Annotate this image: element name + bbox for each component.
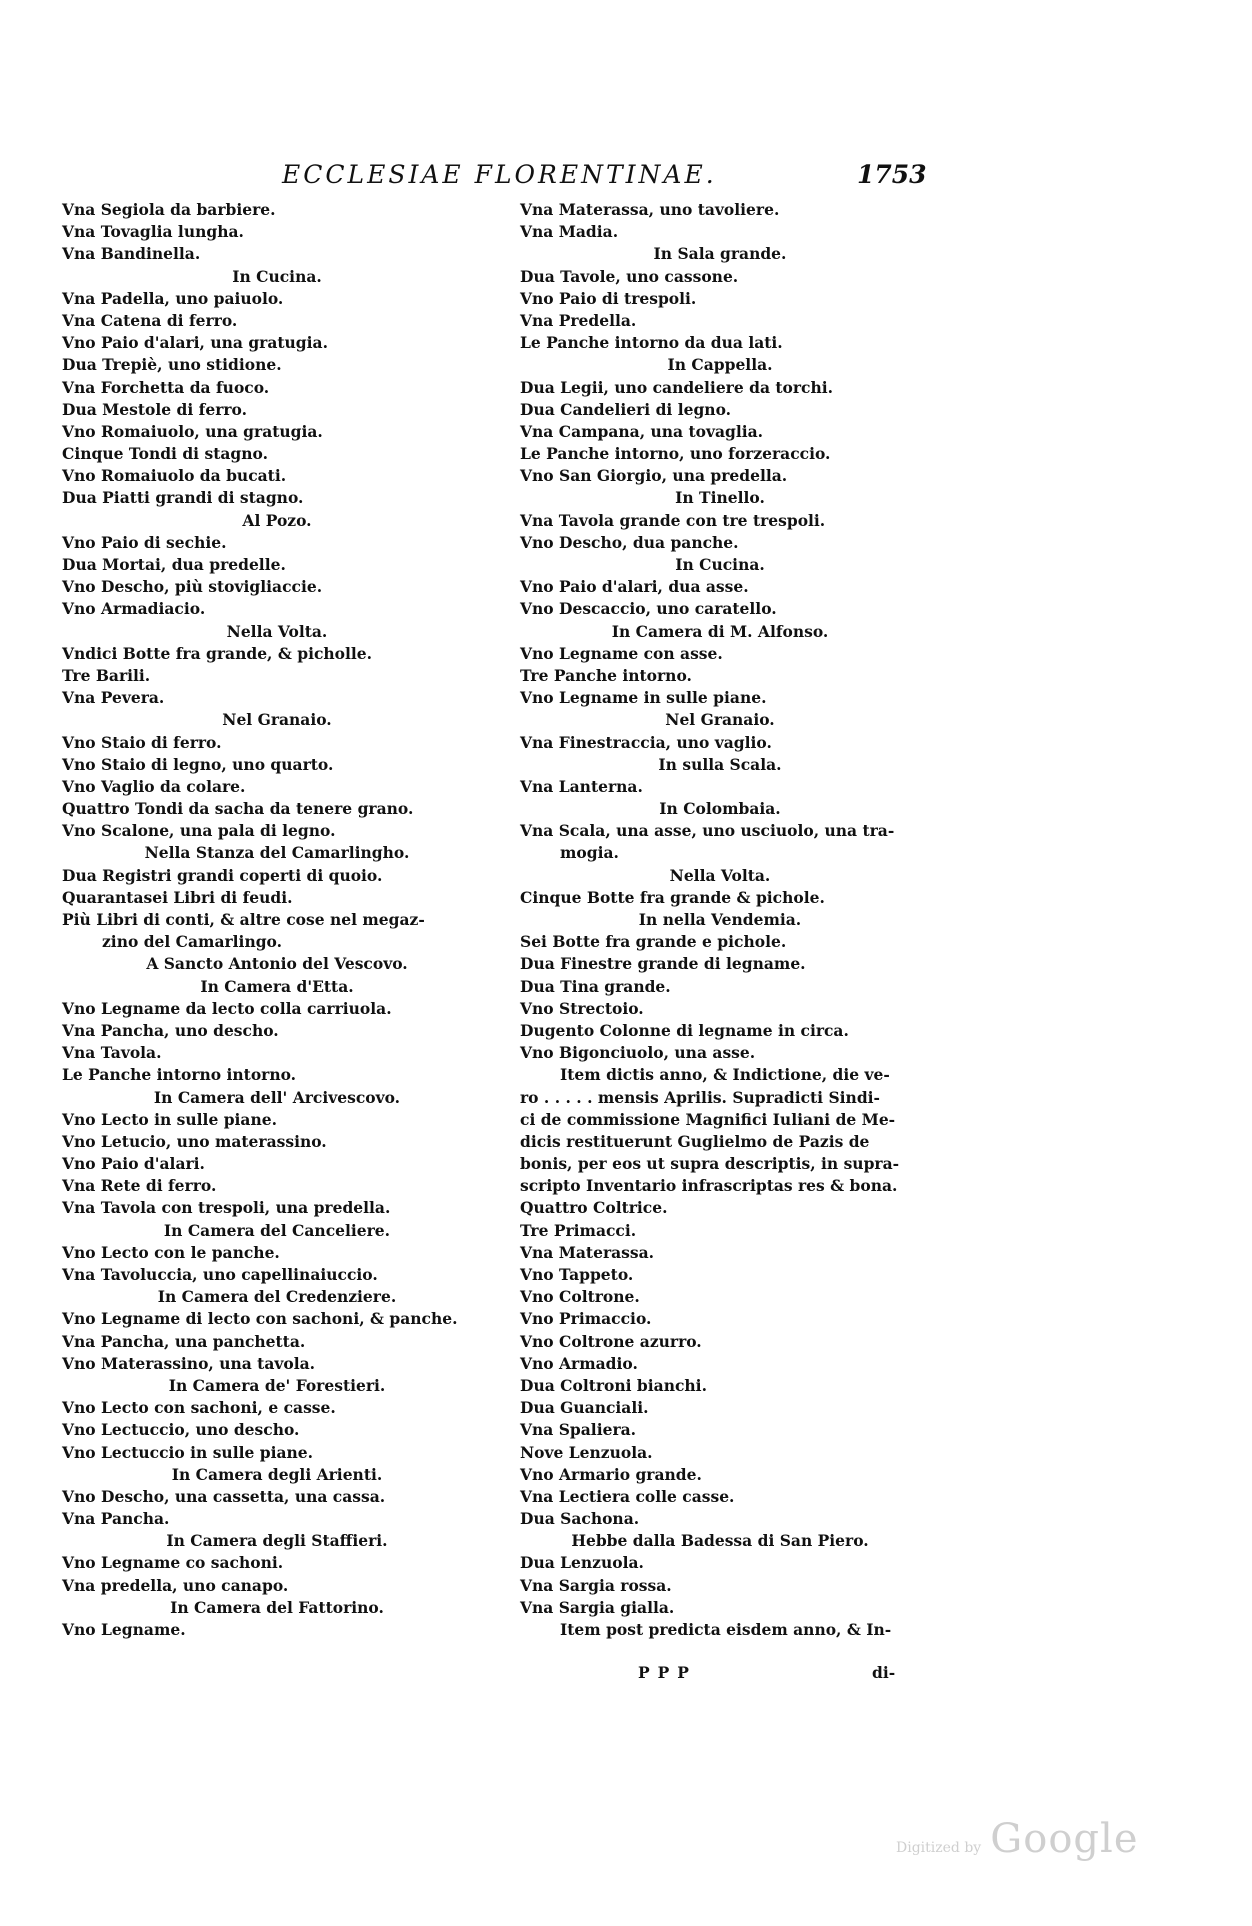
inventory-line: Dua Piatti grandi di stagno. (62, 488, 304, 508)
inventory-line: Dua Sachona. (520, 1509, 640, 1529)
inventory-line: Dua Lenzuola. (520, 1553, 644, 1573)
inventory-line: Vno Coltrone azurro. (520, 1331, 702, 1351)
inventory-line: Vna Lanterna. (520, 776, 643, 796)
section-heading: In sulla Scala. (658, 754, 782, 774)
section-heading: A Sancto Antonio del Vescovo. (146, 954, 408, 974)
inventory-line: Vna Sargia rossa. (520, 1575, 672, 1595)
inventory-line: Vno Bigonciuolo, una asse. (520, 1043, 756, 1063)
section-heading: In Cappella. (667, 355, 773, 375)
inventory-line: Dua Finestre grande di legname. (520, 954, 806, 974)
inventory-line: Vno Materassino, una tavola. (62, 1353, 316, 1373)
inventory-line: Vno Lecto in sulle piane. (62, 1109, 278, 1129)
inventory-line: Vna Tavoluccia, uno capellinaiuccio. (62, 1265, 378, 1284)
inventory-line: Vno Paio di sechie. (62, 532, 227, 552)
inventory-line: Vna Tavola con trespoli, una predella. (62, 1198, 391, 1218)
inventory-line: Vno Descaccio, uno caratello. (520, 599, 777, 619)
inventory-line: Vno Paio d'alari. (62, 1154, 205, 1174)
inventory-line: Vno Vaglio da colare. (62, 776, 246, 796)
inventory-line: Cinque Botte fra grande & pichole. (520, 887, 825, 907)
inventory-line: Vno Armadiacio. (62, 599, 206, 619)
inventory-line: Vno Coltrone. (520, 1287, 640, 1307)
section-heading: In nella Vendemia. (638, 910, 802, 929)
inventory-line: Vndici Botte fra grande, & picholle. (62, 643, 373, 663)
section-heading: In Camera degli Staffieri. (166, 1531, 388, 1551)
inventory-line: Vna predella, uno canapo. (62, 1575, 289, 1595)
inventory-line: Vna Padella, uno paiuolo. (62, 288, 284, 308)
section-heading: In Camera d'Etta. (200, 976, 354, 996)
inventory-line: Vna Finestraccia, uno vaglio. (520, 732, 772, 752)
inventory-line: Nove Lenzuola. (520, 1442, 653, 1462)
inventory-line: Vno Staio di ferro. (62, 732, 222, 752)
inventory-line: Dua Guanciali. (520, 1398, 649, 1418)
inventory-line: Vna Spaliera. (520, 1420, 637, 1440)
inventory-line: Dugento Colonne di legname in circa. (520, 1020, 849, 1040)
inventory-line: Vno Legname. (62, 1620, 186, 1639)
inventory-line: Vno Lecto con sachoni, e casse. (62, 1398, 336, 1418)
inventory-line: Vno Legname con asse. (520, 643, 723, 663)
inventory-line: Vna Tavola grande con tre trespoli. (520, 510, 826, 530)
inventory-line: Vna Pancha, uno descho. (62, 1020, 279, 1040)
inventory-line: Vna Sargia gialla. (520, 1597, 675, 1617)
inventory-line: dicis restituerunt Guglielmo de Pazis de (520, 1131, 870, 1151)
inventory-line: Vno Legname co sachoni. (62, 1553, 284, 1573)
section-heading: Nella Volta. (226, 621, 328, 641)
section-heading: In Cucina. (232, 266, 322, 286)
inventory-line: Vna Catena di ferro. (62, 310, 238, 330)
page-header (60, 160, 940, 190)
section-heading: Al Pozo. (242, 510, 312, 530)
inventory-line: Vno Primaccio. (520, 1309, 652, 1329)
inventory-line: Più Libri di conti, & altre cose nel megaz- (62, 910, 425, 929)
section-heading: In Camera del Fattorino. (170, 1597, 384, 1617)
inventory-line: Quattro Tondi da sacha da tenere grano. (62, 799, 414, 819)
inventory-line: Vno San Giorgio, una predella. (520, 466, 788, 486)
watermark-prefix: Digitized by (896, 1840, 982, 1856)
inventory-line: Vna Tavola. (62, 1043, 162, 1063)
inventory-line: Item post predicta eisdem anno, & In- (560, 1620, 892, 1639)
inventory-line: Dua Mestole di ferro. (62, 399, 247, 419)
inventory-line: Vna Scala, una asse, uno usciuolo, una tra- (520, 821, 895, 841)
running-title: ECCLESIAE FLORENTINAE. (282, 160, 717, 189)
inventory-line: Dua Tavole, uno cassone. (520, 266, 739, 286)
left-column (62, 199, 492, 1641)
section-heading: Nella Volta. (669, 865, 771, 885)
inventory-line: ci de commissione Magnifici Iuliani de Me- (520, 1109, 896, 1129)
section-heading: In Camera de' Forestieri. (168, 1375, 386, 1395)
section-heading: In Colombaia. (659, 799, 781, 819)
inventory-line: Vna Forchetta da fuoco. (62, 377, 270, 397)
page-number: 1753 (857, 160, 927, 189)
section-heading: In Tinello. (675, 488, 765, 508)
inventory-line: Vno Legname in sulle piane. (520, 688, 767, 708)
section-heading: Hebbe dalla Badessa di San Piero. (571, 1531, 869, 1551)
inventory-line: Vno Scalone, una pala di legno. (62, 821, 336, 841)
inventory-line: Dua Registri grandi coperti di quoio. (62, 865, 383, 885)
inventory-line: Vno Paio di trespoli. (520, 288, 697, 308)
inventory-line: Vna Materassa. (520, 1242, 655, 1262)
page-footer (520, 1663, 920, 1685)
inventory-line: Vno Legname da lecto colla carriuola. (62, 998, 392, 1018)
section-heading: In Sala grande. (653, 244, 787, 264)
inventory-line: Vno Legname di lecto con sachoni, & panche. (62, 1309, 458, 1329)
inventory-line: Vno Tappeto. (520, 1265, 634, 1284)
inventory-line: Quattro Coltrice. (520, 1198, 668, 1218)
section-heading: In Camera del Canceliere. (163, 1220, 391, 1240)
right-column (520, 199, 920, 1641)
inventory-line: Dua Coltroni bianchi. (520, 1375, 707, 1395)
inventory-line: bonis, per eos ut supra descriptis, in supra- (520, 1154, 900, 1174)
inventory-line: Vno Romaiuolo da bucati. (62, 466, 287, 486)
inventory-line: Vna Lectiera colle casse. (520, 1486, 735, 1506)
inventory-line: Tre Barili. (62, 665, 151, 685)
inventory-line: Vna Madia. (520, 222, 619, 242)
inventory-line: Vno Lecto con le panche. (62, 1242, 280, 1262)
inventory-line: Quarantasei Libri di feudi. (62, 887, 293, 907)
inventory-line: Vna Materassa, uno tavoliere. (520, 200, 780, 219)
inventory-line: Vno Descho, una cassetta, una cassa. (62, 1486, 386, 1506)
inventory-line: Vno Letucio, uno materassino. (62, 1131, 327, 1151)
inventory-line: Vna Pancha. (62, 1509, 170, 1529)
inventory-line: Vna Bandinella. (62, 244, 201, 264)
inventory-line: Sei Botte fra grande e pichole. (520, 932, 787, 952)
inventory-line: Vno Armario grande. (520, 1464, 702, 1484)
google-logo: Google (990, 1816, 1139, 1862)
inventory-line: Le Panche intorno da dua lati. (520, 333, 783, 353)
inventory-line: Vno Paio d'alari, una gratugia. (62, 333, 328, 353)
section-heading: Nel Granaio. (222, 710, 332, 730)
catchword: di- (872, 1663, 896, 1682)
inventory-line: Vna Pancha, una panchetta. (62, 1331, 306, 1351)
signature-mark: PPP (638, 1663, 697, 1682)
inventory-line: Tre Panche intorno. (520, 665, 692, 685)
inventory-line: Vno Armadio. (520, 1353, 638, 1373)
inventory-line: Vno Paio d'alari, dua asse. (520, 577, 749, 597)
inventory-line: Vno Descho, dua panche. (520, 532, 739, 552)
inventory-line: Vno Staio di legno, uno quarto. (62, 754, 334, 774)
inventory-line: Vna Pevera. (62, 688, 165, 708)
inventory-line: Vno Lectuccio, uno descho. (62, 1420, 300, 1440)
inventory-line: Dua Mortai, dua predelle. (62, 555, 286, 574)
inventory-line: Tre Primacci. (520, 1220, 637, 1240)
inventory-line: Le Panche intorno, uno forzeraccio. (520, 444, 831, 464)
inventory-line: Vna Rete di ferro. (62, 1176, 217, 1196)
inventory-line: Vno Romaiuolo, una gratugia. (62, 421, 323, 441)
section-heading: In Camera di M. Alfonso. (611, 621, 829, 641)
section-heading: In Camera dell' Arcivescovo. (153, 1087, 401, 1107)
inventory-line: mogia. (560, 843, 619, 863)
inventory-line: Dua Tina grande. (520, 976, 671, 996)
inventory-line: Vna Tovaglia lungha. (62, 222, 244, 242)
inventory-line: Cinque Tondi di stagno. (62, 444, 268, 464)
inventory-line: Vna Segiola da barbiere. (62, 200, 276, 219)
inventory-line: zino del Camarlingo. (102, 932, 283, 952)
inventory-line: Vno Lectuccio in sulle piane. (62, 1442, 314, 1462)
section-heading: In Camera del Credenziere. (157, 1287, 397, 1307)
inventory-line: Dua Candelieri di legno. (520, 399, 732, 419)
inventory-line: Dua Trepiè, uno stidione. (62, 355, 282, 375)
inventory-line: Le Panche intorno intorno. (62, 1065, 297, 1085)
inventory-line: scripto Inventario infrascriptas res & bona. (520, 1176, 898, 1196)
section-heading: In Camera degli Arienti. (171, 1464, 383, 1484)
google-watermark (896, 1816, 1138, 1862)
section-heading: Nella Stanza del Camarlingho. (144, 843, 410, 863)
section-heading: In Cucina. (675, 555, 765, 574)
inventory-line: Vno Descho, più stovigliaccie. (62, 577, 323, 597)
section-heading: Nel Granaio. (665, 710, 775, 730)
inventory-line: ro . . . . . mensis Aprilis. Supradicti Sindi- (520, 1087, 880, 1107)
inventory-line: Vna Campana, una tovaglia. (520, 421, 764, 441)
inventory-line: Dua Legii, uno candeliere da torchi. (520, 377, 834, 397)
inventory-line: Item dictis anno, & Indictione, die ve- (560, 1065, 890, 1085)
inventory-line: Vno Strectoio. (520, 998, 644, 1018)
inventory-line: Vna Predella. (520, 310, 637, 330)
